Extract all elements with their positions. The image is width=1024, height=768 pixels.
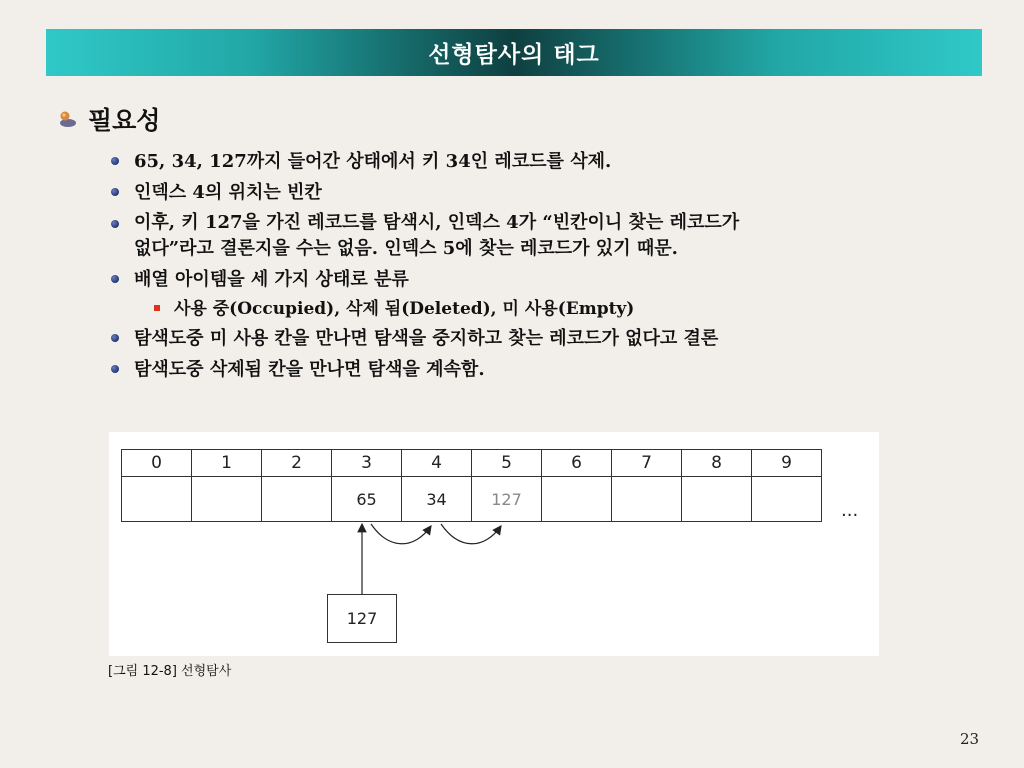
- search-key-value: 127: [346, 609, 378, 628]
- index-cell: 9: [752, 450, 822, 477]
- bullet-item: [108, 177, 978, 208]
- probe-arrows: [109, 432, 879, 656]
- index-cell: 5: [472, 450, 542, 477]
- sub-bullet-square-icon: [154, 305, 160, 311]
- ellipsis: ...: [841, 500, 859, 521]
- index-cell: 6: [542, 450, 612, 477]
- bullet-item: [108, 354, 978, 385]
- bullet-item: [108, 264, 978, 295]
- bullet-text: 인덱스 4의 위치는 빈칸: [134, 182, 322, 203]
- probe-curve-arrow-3-to-4: [371, 524, 431, 544]
- linear-probing-diagram: [109, 432, 879, 656]
- bullet-text-continued: 없다”라고 결론지을 수는 없음. 인덱스 5에 찾는 레코드가 있기 때문.: [134, 238, 678, 259]
- index-cell: 0: [122, 450, 192, 477]
- index-cell: 1: [192, 450, 262, 477]
- index-cell: 4: [402, 450, 472, 477]
- bullet-dot-icon: [111, 365, 119, 373]
- index-cell: 3: [332, 450, 402, 477]
- sub-bullet-item: [108, 295, 978, 323]
- bullet-dot-icon: [111, 334, 119, 342]
- value-cell: 127: [472, 477, 542, 522]
- section-heading: [56, 101, 160, 137]
- bullet-text: 탐색도중 삭제됨 칸을 만나면 탐색을 계속함.: [134, 359, 485, 380]
- index-cell: 2: [262, 450, 332, 477]
- bullet-text: 65, 34, 127까지 들어간 상태에서 키 34인 레코드를 삭제.: [134, 151, 612, 172]
- bullet-item: [108, 208, 978, 264]
- bullet-dot-icon: [111, 220, 119, 228]
- page-number: 23: [960, 730, 980, 748]
- slide-title: 선형탐사의 태그: [428, 42, 600, 68]
- bullet-item: [108, 146, 978, 177]
- index-cell: 8: [682, 450, 752, 477]
- index-cell: 7: [612, 450, 682, 477]
- bullet-dot-icon: [111, 188, 119, 196]
- value-cell: 65: [332, 477, 402, 522]
- bullet-list: [108, 146, 978, 385]
- bullet-text: 탐색도중 미 사용 칸을 만나면 탐색을 중지하고 찾는 레코드가 없다고 결론: [134, 328, 719, 349]
- heading-text: 필요성: [88, 106, 161, 135]
- figure-caption: [그림 12-8] 선형탐사: [108, 664, 232, 679]
- bullet-dot-icon: [111, 275, 119, 283]
- slide-title-bar: [46, 29, 982, 76]
- person-bullet-icon: [56, 108, 78, 130]
- probe-curve-arrow-4-to-5: [441, 524, 501, 544]
- sub-bullet-text: 사용 중(Occupied), 삭제 됨(Deleted), 미 사용(Empty): [174, 299, 635, 319]
- bullet-dot-icon: [111, 157, 119, 165]
- bullet-item: [108, 323, 978, 354]
- bullet-text: 이후, 키 127을 가진 레코드를 탐색시, 인덱스 4가 “빈칸이니 찾는 레코드가: [134, 212, 740, 233]
- bullet-text: 배열 아이템을 세 가지 상태로 분류: [134, 269, 409, 290]
- search-key-box: [327, 594, 397, 643]
- value-cell: 34: [402, 477, 472, 522]
